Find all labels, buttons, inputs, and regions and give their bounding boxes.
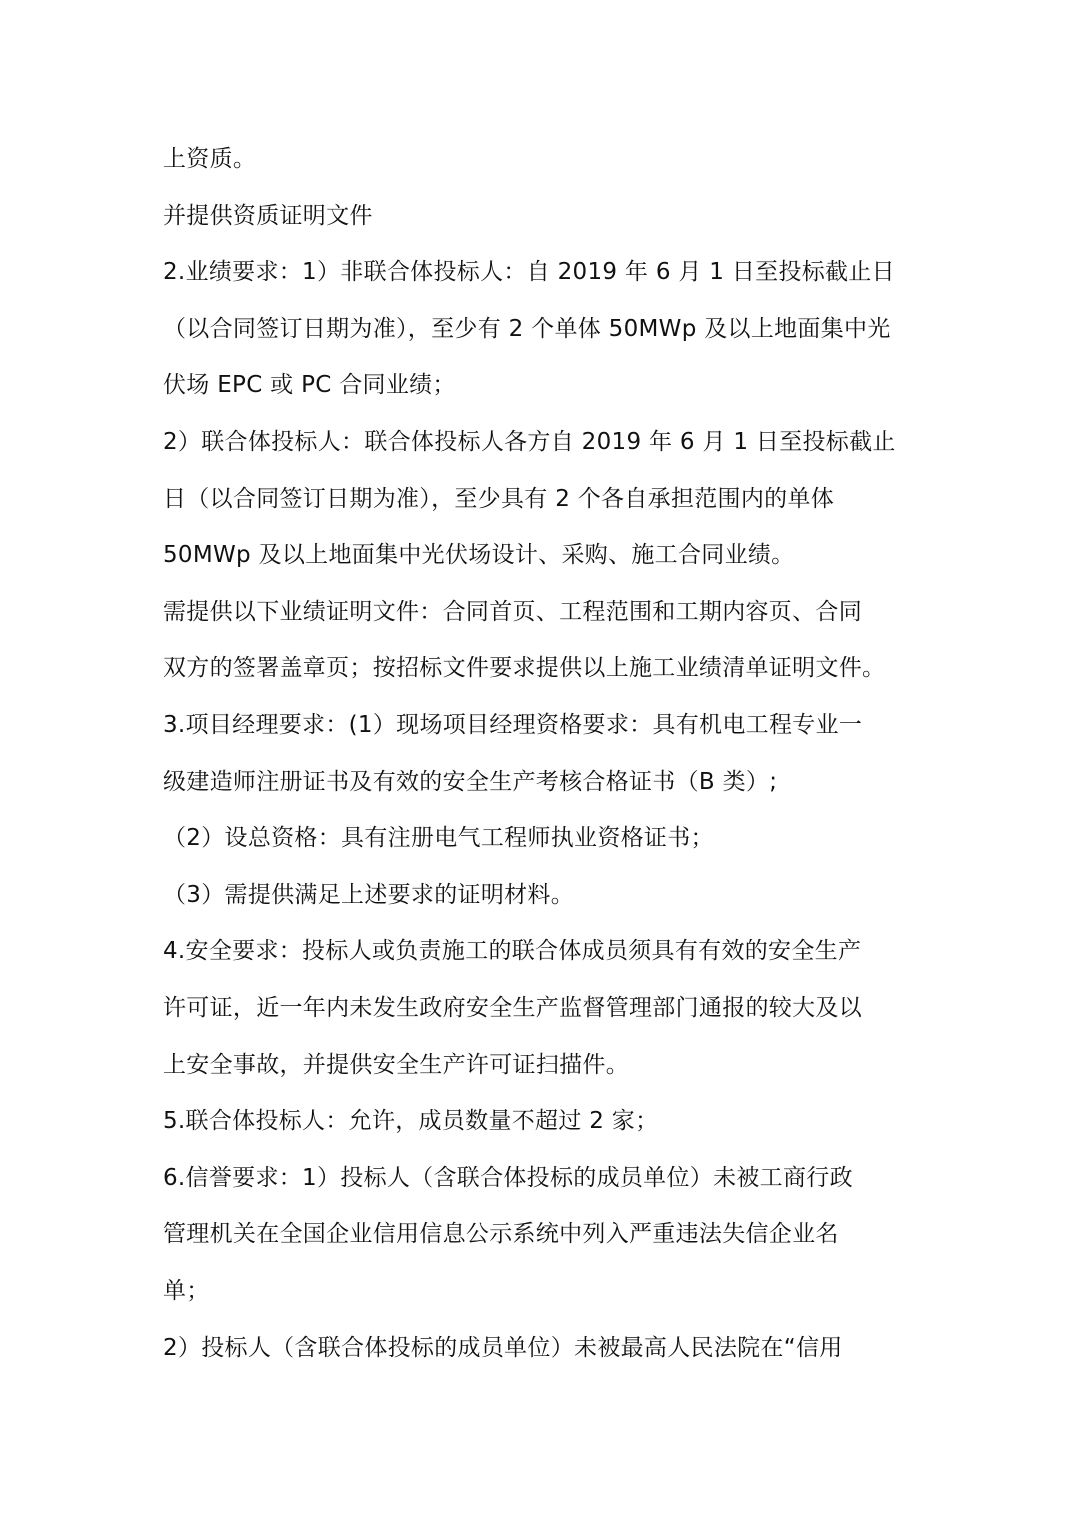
text-line: 50MWp 及以上地面集中光伏场设计、采购、施工合同业绩。 [163,542,795,569]
text-line: 管理机关在全国企业信用信息公示系统中列入严重违法失信企业名 [163,1221,839,1248]
text-line: 双方的签署盖章页；按招标文件要求提供以上施工业绩清单证明文件。 [163,655,886,682]
text-line: 许可证，近一年内未发生政府安全生产监督管理部门通报的较大及以 [163,995,862,1021]
text-line: 单； [163,1278,210,1304]
text-line: 3.项目经理要求：(1）现场项目经理资格要求：具有机电工程专业一 [163,712,863,738]
text-line: （2）设总资格：具有注册电气工程师执业资格证书； [163,825,714,852]
text-line: 2）联合体投标人：联合体投标人各方自 2019 年 6 月 1 日至投标截止 [163,429,896,455]
text-line: （3）需提供满足上述要求的证明材料。 [163,881,575,908]
text-line: 2）投标人（含联合体投标的成员单位）未被最高人民法院在“信用 [163,1334,843,1361]
text-line: 上资质。 [163,146,257,172]
text-line: 2.业绩要求：1）非联合体投标人：自 2019 年 6 月 1 日至投标截止日 [163,259,895,286]
text-line: 需提供以下业绩证明文件：合同首页、工程范围和工期内容页、合同 [163,598,862,625]
text-line: 4.安全要求：投标人或负责施工的联合体成员须具有有效的安全生产 [163,938,862,965]
text-line: 6.信誉要求：1）投标人（含联合体投标的成员单位）未被工商行政 [163,1164,853,1191]
text-line: 日（以合同签订日期为准），至少具有 2 个各自承担范围内的单体 [163,485,835,512]
text-line: 上安全事故，并提供安全生产许可证扫描件。 [163,1051,629,1078]
text-line: （以合同签订日期为准），至少有 2 个单体 50MWp 及以上地面集中光 [163,315,891,342]
text-line: 级建造师注册证书及有效的安全生产考核合格证书（B 类）; [163,768,778,795]
text-line: 伏场 EPC 或 PC 合同业绩； [163,372,456,399]
text-line: 并提供资质证明文件 [163,202,373,229]
text-line: 5.联合体投标人：允许，成员数量不超过 2 家； [163,1108,659,1135]
